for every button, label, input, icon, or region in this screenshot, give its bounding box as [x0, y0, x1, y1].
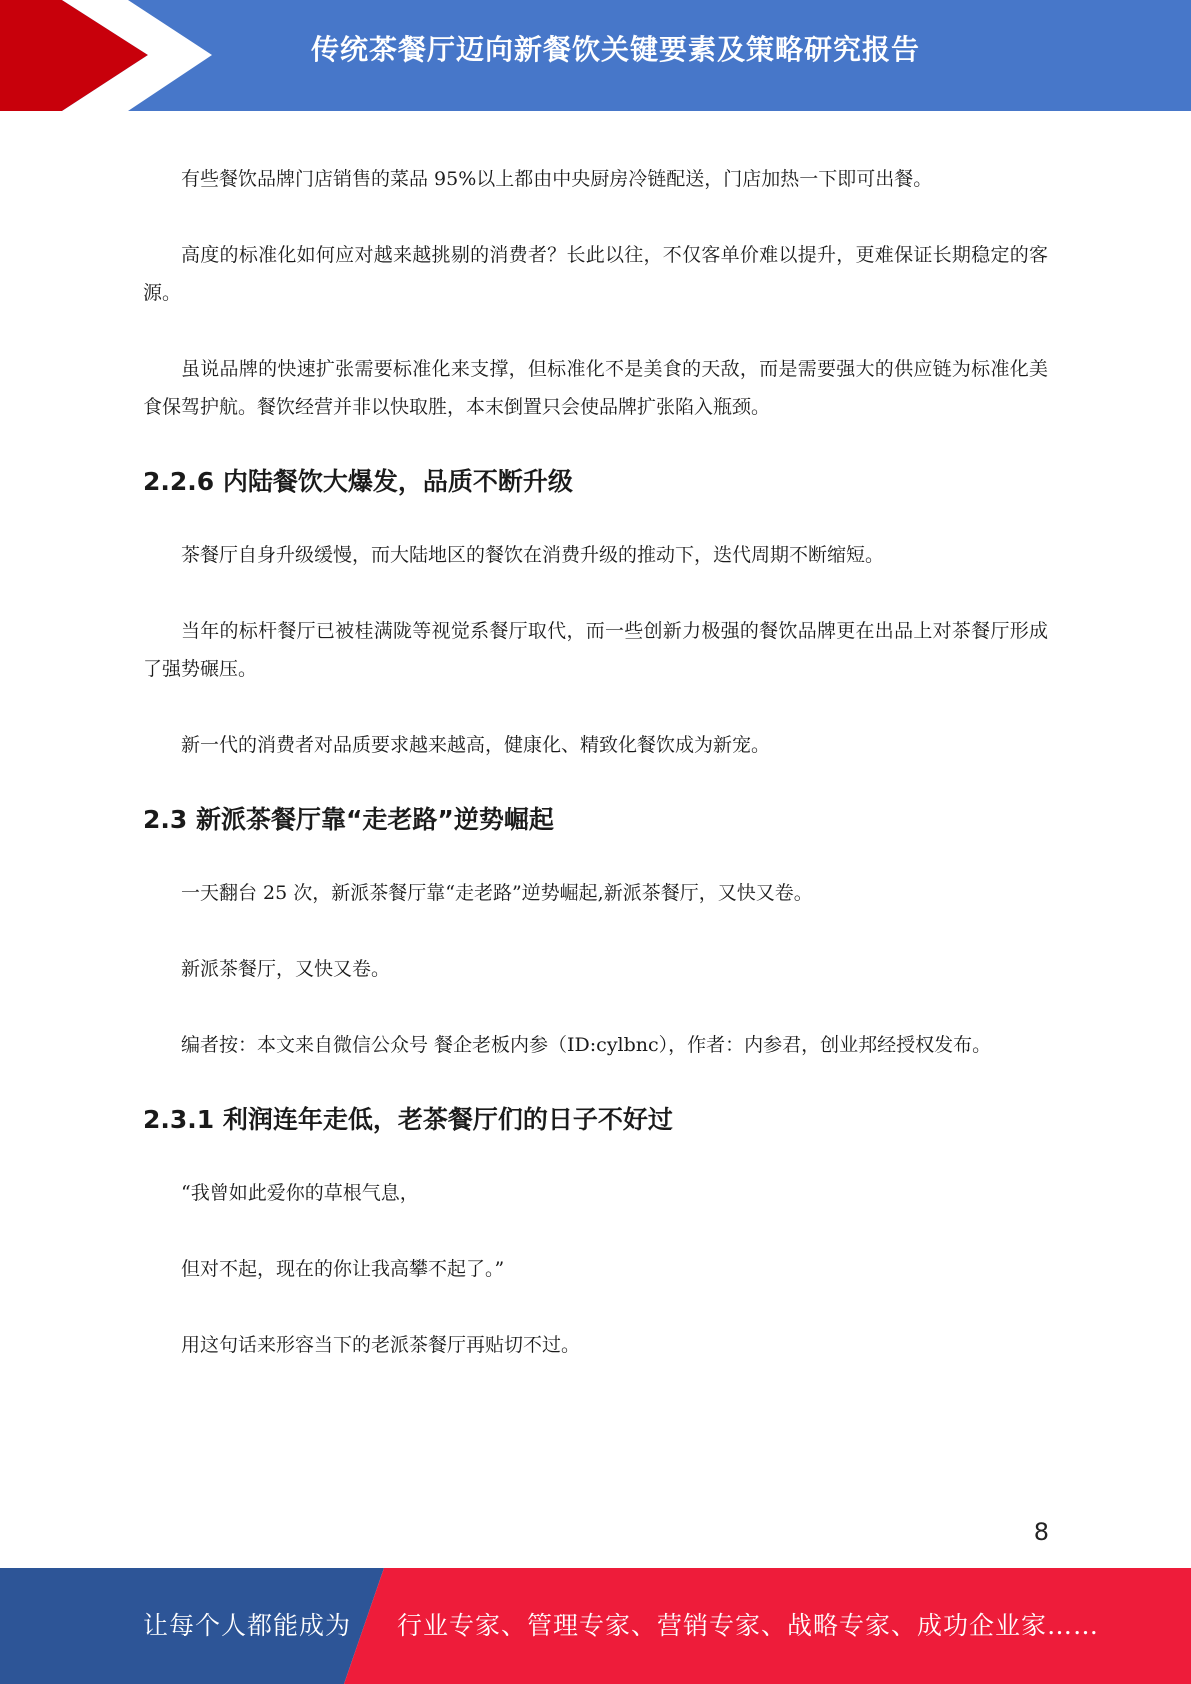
footer-slogan-right: 行业专家、管理专家、营销专家、战略专家、成功企业家……: [397, 1611, 1100, 1640]
paragraph: 茶餐厅自身升级缓慢，而大陆地区的餐饮在消费升级的推动下，迭代周期不断缩短。: [181, 544, 885, 566]
paragraph: 有些餐饮品牌门店销售的菜品 95%以上都由中央厨房冷链配送，门店加热一下即可出餐。: [181, 168, 933, 190]
paragraph: 虽说品牌的快速扩张需要标准化来支撑，但标准化不是美食的天敌，而是需要强大的供应链为标准化美食保驾护航。餐饮经营并非以快取胜，本末倒置只会使品牌扩张陷入瓶颈。: [143, 358, 1048, 418]
paragraph: 用这句话来形容当下的老派茶餐厅再贴切不过。: [181, 1334, 581, 1356]
paragraph: 当年的标杆餐厅已被桂满陇等视觉系餐厅取代，而一些创新力极强的餐饮品牌更在出品上对茶餐厅形成了强势碾压。: [143, 620, 1048, 680]
page-number: 8: [1033, 1518, 1049, 1546]
report-title: 传统茶餐厅迈向新餐饮关键要素及策略研究报告: [310, 33, 920, 66]
section-heading: 2.2.6 内陆餐饮大爆发，品质不断升级: [143, 467, 573, 496]
section-heading: 2.3.1 利润连年走低，老茶餐厅们的日子不好过: [143, 1105, 673, 1134]
paragraph: 新派茶餐厅，又快又卷。: [181, 958, 391, 980]
section-heading: 2.3 新派茶餐厅靠“走老路”逆势崛起: [143, 805, 554, 834]
paragraph: 高度的标准化如何应对越来越挑剔的消费者？长此以往，不仅客单价难以提升，更难保证长期稳定的客源。: [143, 244, 1048, 304]
page-footer: [0, 1568, 1191, 1684]
paragraph: 但对不起，现在的你让我高攀不起了。”: [181, 1258, 505, 1280]
paragraph: “我曾如此爱你的草根气息，: [181, 1182, 419, 1204]
paragraph: 编者按：本文来自微信公众号 餐企老板内参（ID:cylbnc），作者：内参君，创业邦经授权发布。: [181, 1034, 992, 1056]
footer-slogan-left: 让每个人都能成为: [143, 1611, 352, 1640]
paragraph: 一天翻台 25 次，新派茶餐厅靠“走老路”逆势崛起,新派茶餐厅，又快又卷。: [181, 882, 813, 904]
report-body: [143, 160, 1048, 1402]
paragraph: 新一代的消费者对品质要求越来越高，健康化、精致化餐饮成为新宠。: [181, 734, 771, 756]
page-header: [0, 0, 1191, 111]
